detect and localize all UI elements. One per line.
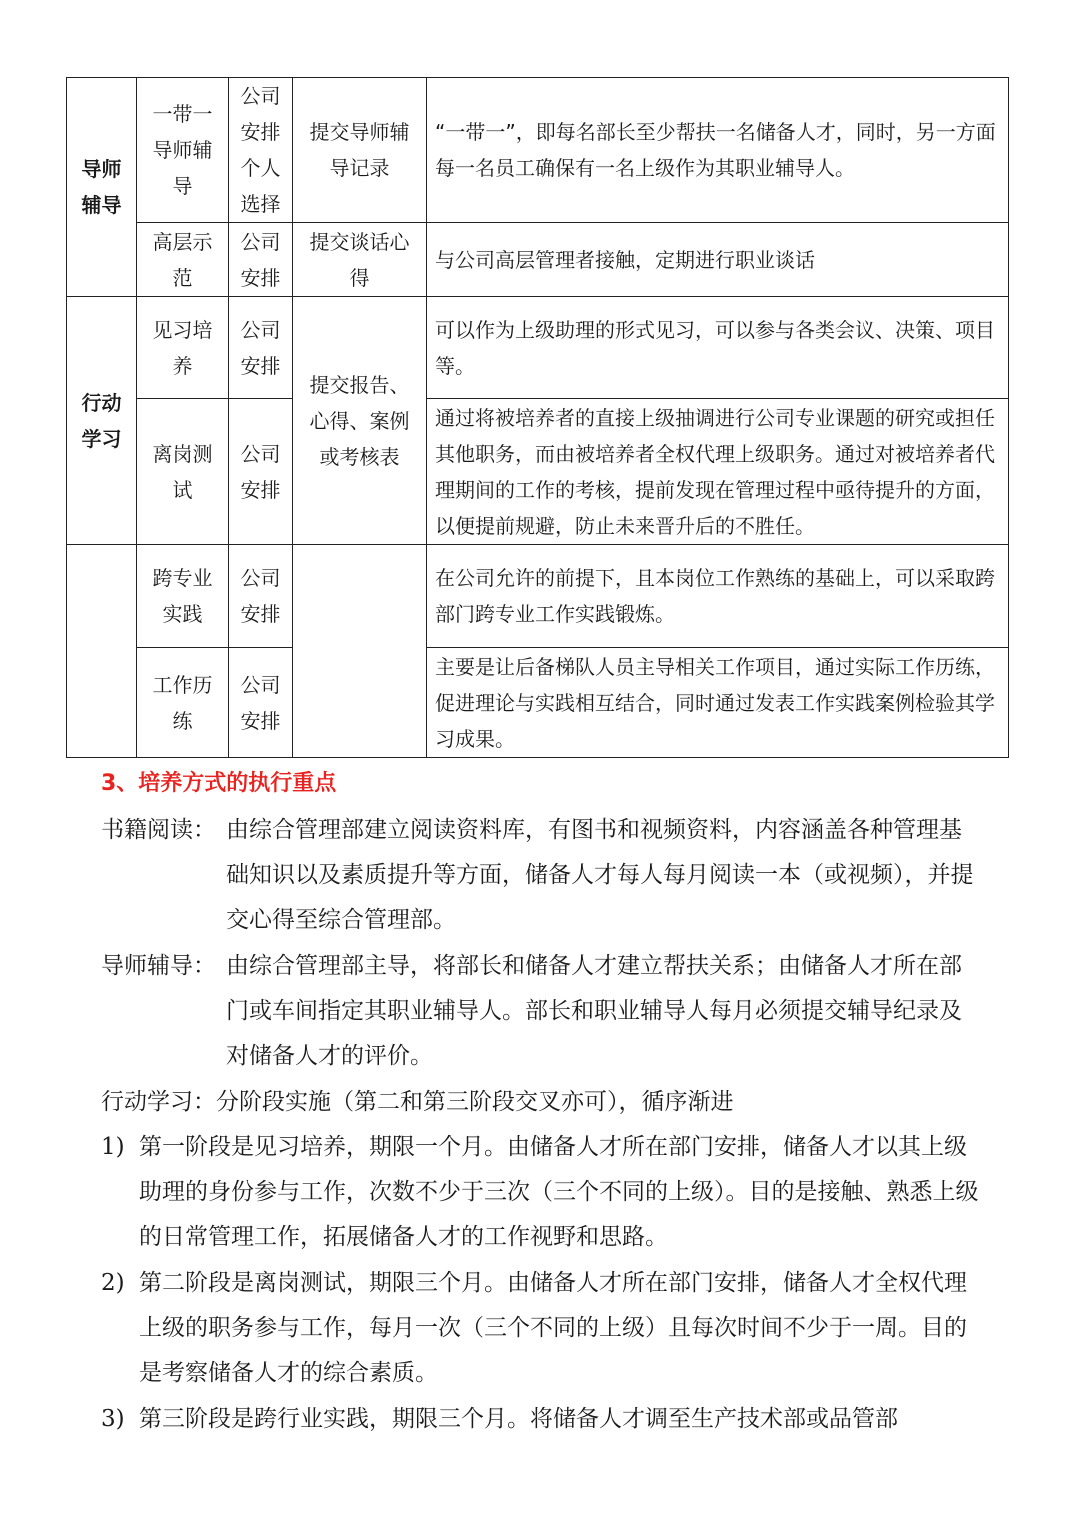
table-row bbox=[67, 399, 1009, 545]
arrange-cell: 公司安排 bbox=[229, 399, 293, 545]
arrange-cell: 公司安排个人选择 bbox=[229, 78, 293, 223]
description-cell: 主要是让后备梯队人员主导相关工作项目，通过实际工作历练，促进理论与实践相互结合，同时通过发表工作实践案例检验其学习成果。 bbox=[427, 648, 1009, 758]
item-text: 第一阶段是见习培养，期限一个月。由储备人才所在部门安排，储备人才以其上级助理的身份参与工作，次数不少于三次（三个不同的上级）。目的是接触、熟悉上级的日常管理工作，拓展储备人才的工作视野和思路。 bbox=[139, 1134, 979, 1250]
paragraph-text: 由综合管理部建立阅读资料库，有图书和视频资料，内容涵盖各种管理基础知识以及素质提升等方面，储备人才每人每月阅读一本（或视频），并提交心得至综合管理部。 bbox=[226, 817, 974, 933]
output-cell: 提交报告、心得、案例或考核表 bbox=[293, 297, 427, 545]
table-row bbox=[67, 648, 1009, 758]
book-reading-paragraph bbox=[101, 808, 981, 943]
output-cell: 提交导师辅导记录 bbox=[293, 78, 427, 223]
description-cell: 通过将被培养者的直接上级抽调进行公司专业课题的研究或担任其他职务，而由被培养者全权代理上级职务。通过对被培养者代理期间的工作的考核，提前发现在管理过程中亟待提升的方面，以便提前规避，防止未来晋升后的不胜任。 bbox=[427, 399, 1009, 545]
output-cell: 提交谈话心得 bbox=[293, 223, 427, 297]
description-cell: 可以作为上级助理的形式见习，可以参与各类会议、决策、项目等。 bbox=[427, 297, 1009, 399]
paragraph-label: 书籍阅读： bbox=[101, 817, 216, 843]
method-name-cell: 离岗测试 bbox=[137, 399, 229, 545]
category-cell: 行动学习 bbox=[67, 297, 137, 545]
item-number: 3) bbox=[101, 1406, 125, 1432]
training-table bbox=[66, 77, 1009, 758]
method-name-cell: 一带一导师辅导 bbox=[137, 78, 229, 223]
method-name-cell: 见习培养 bbox=[137, 297, 229, 399]
item-number: 1) bbox=[101, 1134, 125, 1160]
arrange-cell: 公司安排 bbox=[229, 223, 293, 297]
description-cell: 在公司允许的前提下，且本岗位工作熟练的基础上，可以采取跨部门跨专业工作实践锻炼。 bbox=[427, 545, 1009, 648]
arrange-cell: 公司安排 bbox=[229, 648, 293, 758]
table-row bbox=[67, 545, 1009, 648]
paragraph-text: 由综合管理部主导，将部长和储备人才建立帮扶关系；由储备人才所在部门或车间指定其职业辅导人。部长和职业辅导人每月必须提交辅导纪录及对储备人才的评价。 bbox=[226, 953, 962, 1069]
category-cell: 导师辅导 bbox=[67, 78, 137, 297]
mentor-paragraph bbox=[101, 944, 981, 1079]
arrange-cell: 公司安排 bbox=[229, 297, 293, 399]
output-cell bbox=[293, 545, 427, 758]
description-cell: “一带一”，即每名部长至少帮扶一名储备人才，同时，另一方面每一名员工确保有一名上级作为其职业辅导人。 bbox=[427, 78, 1009, 223]
section-title: 3、培养方式的执行重点 bbox=[101, 771, 337, 796]
item-text: 第二阶段是离岗测试，期限三个月。由储备人才所在部门安排，储备人才全权代理上级的职务参与工作，每月一次（三个不同的上级）且每次时间不少于一周。目的是考察储备人才的综合素质。 bbox=[139, 1270, 967, 1386]
description-cell: 与公司高层管理者接触，定期进行职业谈话 bbox=[427, 223, 1009, 297]
action-learning-paragraph: 行动学习：分阶段实施（第二和第三阶段交叉亦可），循序渐进 bbox=[101, 1089, 734, 1115]
table-row bbox=[67, 223, 1009, 297]
table-row bbox=[67, 297, 1009, 399]
list-item bbox=[101, 1397, 981, 1442]
method-name-cell: 跨专业实践 bbox=[137, 545, 229, 648]
list-item bbox=[101, 1125, 981, 1260]
method-name-cell: 工作历练 bbox=[137, 648, 229, 758]
list-item bbox=[101, 1261, 981, 1396]
paragraph-label: 导师辅导： bbox=[101, 953, 216, 979]
table-row bbox=[67, 78, 1009, 223]
item-text: 第三阶段是跨行业实践，期限三个月。将储备人才调至生产技术部或品管部 bbox=[139, 1406, 898, 1432]
item-number: 2) bbox=[101, 1270, 125, 1296]
arrange-cell: 公司安排 bbox=[229, 545, 293, 648]
category-cell bbox=[67, 545, 137, 758]
method-name-cell: 高层示范 bbox=[137, 223, 229, 297]
